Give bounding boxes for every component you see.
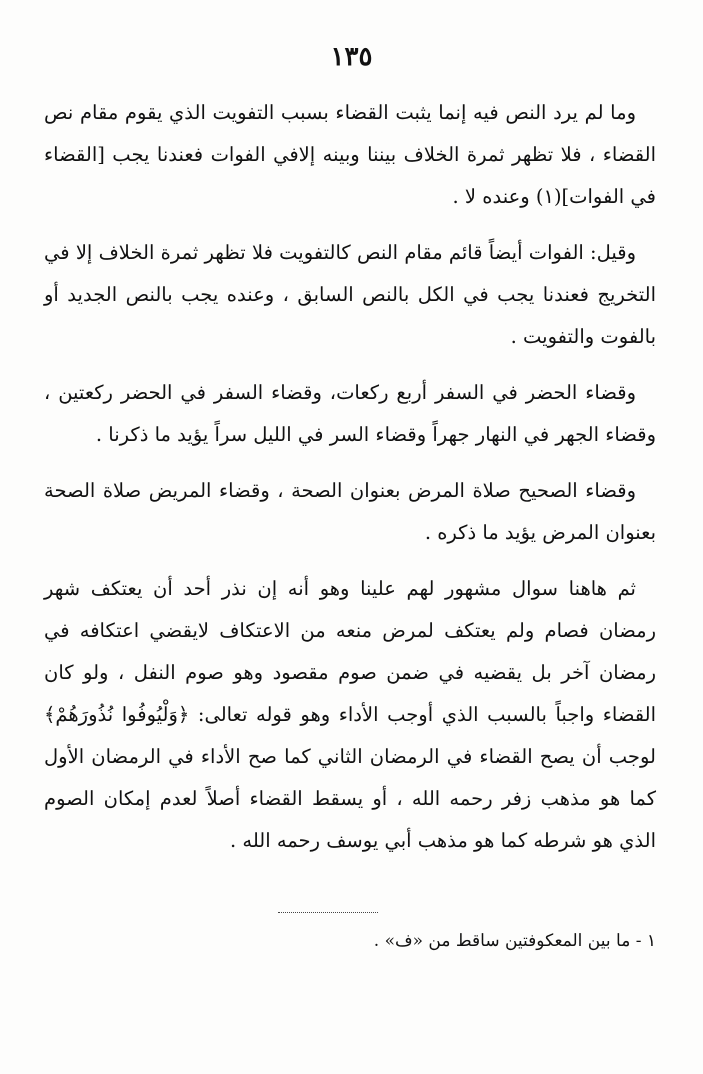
paragraph-1: وما لم يرد النص فيه إنما يثبت القضاء بسبب التفويت الذي يقوم مقام نص القضاء ، فلا تظهر ثمرة الخلاف بيننا وبينه إلافي الفوات فعندنا يجب [القضاء في الفوات](١) وعنده لا . <box>44 101 656 208</box>
paragraph-2: وقيل: الفوات أيضاً قائم مقام النص كالتفويت فلا تظهر ثمرة الخلاف إلا في التخريج فعندنا يجب في الكل بالنص السابق ، وعنده يجب بالنص الجديد أو بالفوت والتفويت . <box>44 241 656 348</box>
body-text <box>44 92 656 876</box>
paragraph-3: وقضاء الحضر في السفر أربع ركعات، وقضاء السفر في الحضر ركعتين ، وقضاء الجهر في النهار جهراً وقضاء السر في الليل سراً يؤيد ما ذكرنا . <box>44 381 656 446</box>
page-number: ١٣٥ <box>330 42 373 72</box>
footnote: ١ - ما بين المعكوفتين ساقط من «ف» . <box>373 931 656 951</box>
footnote-separator <box>278 912 378 913</box>
paragraph-4: وقضاء الصحيح صلاة المرض بعنوان الصحة ، وقضاء المريض صلاة الصحة بعنوان المرض يؤيد ما ذكره . <box>44 479 656 544</box>
paragraph-5: ثم هاهنا سوال مشهور لهم علينا وهو أنه إن نذر أحد أن يعتكف شهر رمضان فصام ولم يعتكف لمرض منعه من الاعتكاف لايقضي اعتكافه في رمضان آخر بل يقضيه في ضمن صوم مقصود وهو صوم النفل ، ولو كان القضاء واجباً بالسبب الذي أوجب الأداء وهو قوله تعالى: ﴿وَلْيُوفُوا نُذُورَهُمْ﴾ لوجب أن يصح القضاء في الرمضان الثاني كما صح الأداء في الرمضان الأول كما هو مذهب زفر رحمه الله ، أو يسقط القضاء أصلاً لعدم إمكان الصوم الذي هو شرطه كما هو مذهب أبي يوسف رحمه الله . <box>44 577 656 852</box>
